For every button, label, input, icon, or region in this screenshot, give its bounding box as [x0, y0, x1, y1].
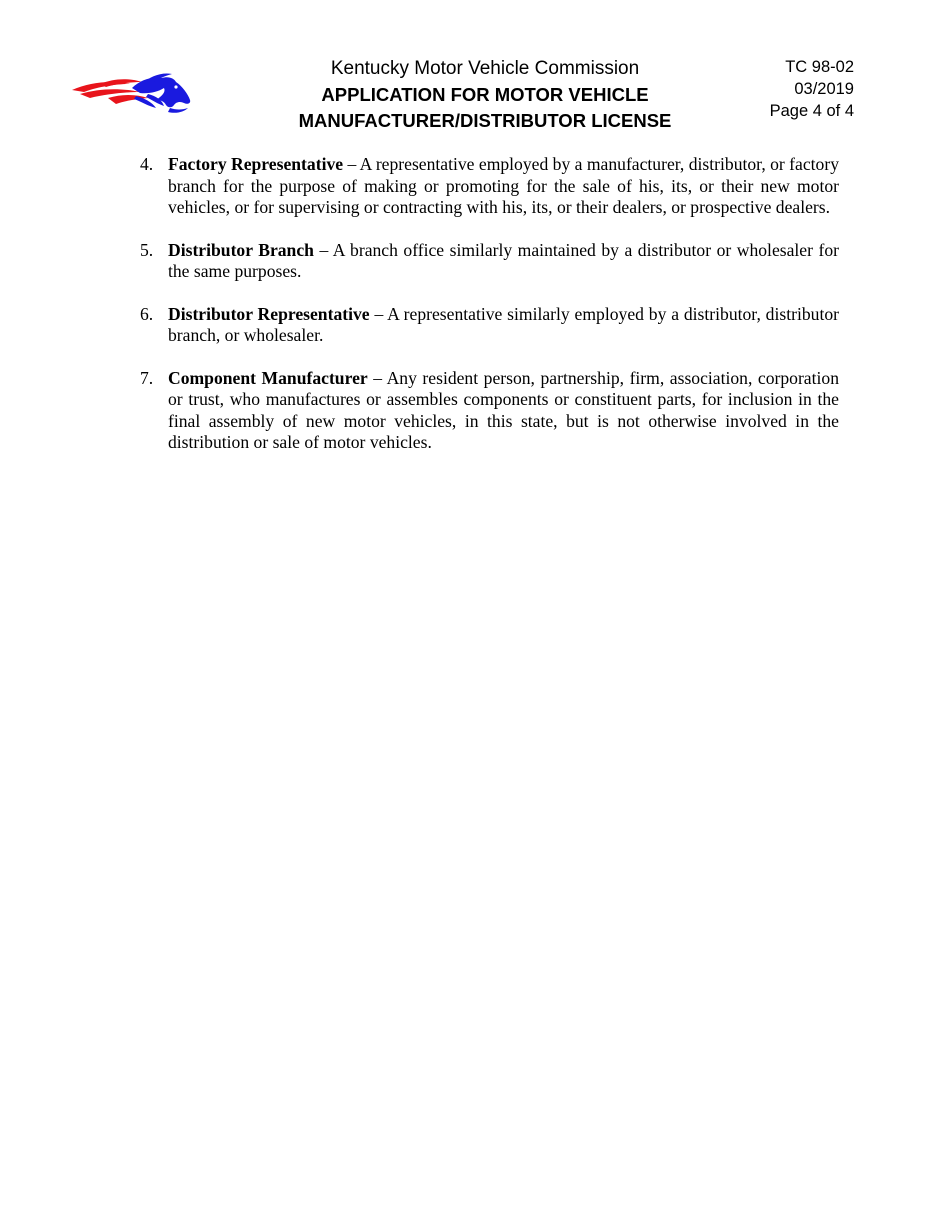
form-title-line-2: MANUFACTURER/DISTRIBUTOR LICENSE [298, 110, 672, 131]
definition-number: 5. [140, 239, 154, 260]
document-header [255, 56, 715, 134]
definition-text: – A representative employed by a manufacturer, distributor, or factory branch for the purpose of making or promoting for the sale of his, its, or their new motor vehicles, or for supervising or contracting with his, its, or their dealers, or prospective dealers. [168, 154, 839, 217]
definitions-list [136, 154, 839, 475]
definition-number: 7. [140, 367, 154, 388]
horse-head-logo-icon [70, 70, 198, 120]
definition-term: Component Manufacturer [168, 367, 368, 388]
definition-item [136, 154, 839, 219]
definition-term: Distributor Branch [168, 239, 314, 260]
form-metadata [770, 56, 854, 122]
definition-item [136, 368, 839, 454]
page-indicator: Page 4 of 4 [769, 102, 854, 120]
agency-name: Kentucky Motor Vehicle Commission [330, 58, 640, 79]
definition-term: Factory Representative [168, 154, 344, 174]
definition-term: Distributor Representative [168, 303, 370, 324]
definition-number: 4. [140, 154, 154, 174]
definition-text: – A branch office similarly maintained by a distributor or wholesaler for the same purposes. [168, 239, 839, 281]
definition-text: – A representative similarly employed by a distributor, distributor branch, or wholesaler. [168, 303, 839, 345]
definition-number: 6. [140, 303, 154, 324]
form-title-line-1: APPLICATION FOR MOTOR VEHICLE [321, 84, 649, 105]
definition-item [136, 240, 839, 283]
definition-item [136, 304, 839, 347]
form-number: TC 98-02 [785, 58, 854, 76]
definition-text: – Any resident person, partnership, firm, association, corporation or trust, who manufactures or assembles components or constituent parts, for inclusion in the final assembly of new motor vehicles, in this state, but is not otherwise involved in the distribution or sale of motor vehicles. [168, 367, 839, 452]
revision-date: 03/2019 [794, 80, 854, 98]
